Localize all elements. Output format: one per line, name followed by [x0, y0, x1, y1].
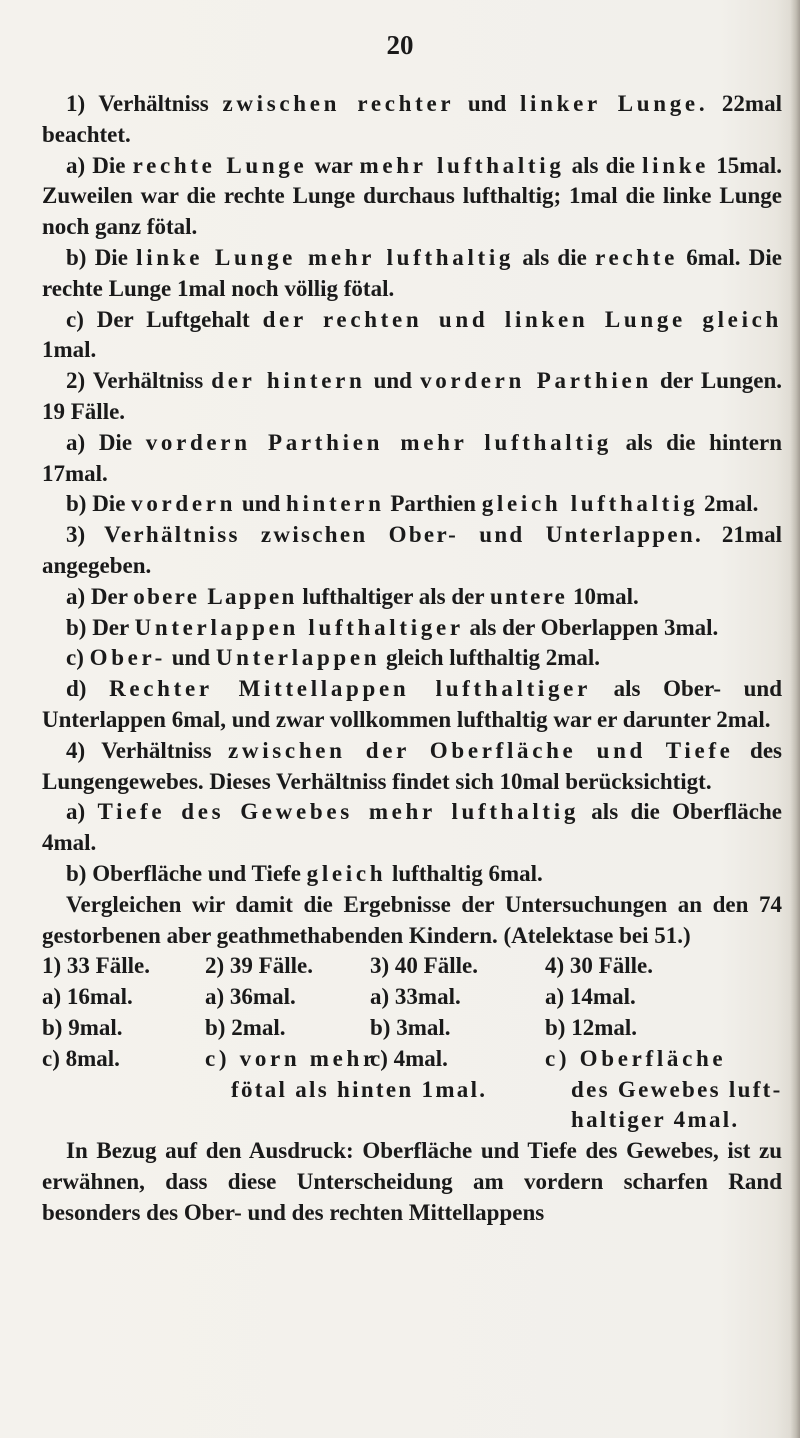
text-run: a) Die: [66, 429, 146, 455]
paragraph: [42, 859, 782, 890]
paragraph: [42, 890, 782, 952]
paragraph: [42, 489, 782, 520]
table-cell: c) vorn mehr: [205, 1045, 377, 1071]
closing-paragraph: In Bezug auf den Ausdruck: Oberfläche und Tiefe des Gewebes, ist zu erwähnen, dass diese Unterscheidung am vordern scharfen Rand besonders des Ober- und des rechten Mittellappens: [42, 1138, 782, 1225]
emphasized-text: der rechten und linken Lunge gleich: [262, 306, 782, 332]
table-column-1: [42, 951, 150, 1074]
text-run: 3): [66, 522, 105, 548]
table-cell: b) 2mal.: [205, 1014, 286, 1040]
emphasized-text: linke Lunge mehr lufthaltig: [136, 244, 515, 270]
paragraph: [42, 366, 782, 428]
text-run: war: [307, 152, 360, 178]
emphasized-text: rechte Lunge: [132, 152, 308, 178]
text-run: 15mal. Zuweilen war die rechte Lunge durchaus lufthaltig; 1mal die linke Lunge noch ganz fötal.: [42, 152, 782, 240]
text-run: lufthaltiger als der: [296, 583, 490, 609]
emphasized-text: zwischen der Oberfläche und Tiefe: [228, 737, 734, 763]
emphasized-text: obere Lappen: [133, 583, 297, 609]
emphasized-text: gleich: [306, 860, 387, 886]
text-run: und: [236, 491, 287, 517]
text-run: 10mal.: [567, 583, 639, 609]
page-edge-shadow: [790, 0, 800, 1438]
text-run: 21mal angegeben.: [42, 522, 782, 578]
emphasized-text: zwischen rechter: [222, 91, 455, 116]
text-run: a) Der: [66, 583, 134, 609]
table-cell: b) 9mal.: [42, 1014, 123, 1040]
text-run: als Ober- und Unterlappen 6mal, und zwar vollkommen lufthaltig war er darunter 2mal.: [42, 676, 783, 732]
text-run: als der Oberlappen 3mal.: [463, 614, 719, 640]
table-cell: 3) 40 Fälle.: [370, 953, 478, 979]
text-run: 2) Verhältniss: [66, 368, 212, 394]
table-cell: b) 12mal.: [545, 1014, 637, 1040]
paragraph: [42, 89, 782, 151]
table-cell: a) 33mal.: [370, 984, 461, 1010]
table-cell: 2) 39 Fälle.: [205, 953, 313, 979]
paragraph: [42, 613, 782, 644]
text-run: als die hintern 17mal.: [42, 429, 783, 486]
text-run: als die: [564, 152, 643, 178]
paragraph: [42, 643, 782, 674]
table-column-3: [370, 951, 478, 1074]
text-run: Vergleichen wir damit die Ergebnisse der Untersuchungen an den 74 gestorbenen aber geathmethabenden Kindern. (Atelektase bei 51.): [42, 891, 782, 948]
text-run: und: [454, 91, 520, 116]
text-run: Parthien: [384, 491, 482, 517]
emphasized-text: vordern Parthien mehr lufthaltig: [145, 429, 612, 455]
text-run: und: [365, 368, 421, 394]
emphasized-text: Rechter Mittellappen lufthaltiger: [109, 676, 591, 702]
table-cell: a) 14mal.: [545, 984, 636, 1010]
table-cell: a) 16mal.: [42, 984, 133, 1010]
page-number: 20: [386, 30, 414, 60]
text-run: b) Die: [66, 491, 132, 517]
text-run: gleich lufthaltig 2mal.: [380, 645, 601, 671]
emphasized-text: linker Lunge.: [519, 91, 709, 116]
text-run: des Lungengewebes. Dieses Verhältniss findet sich 10mal berücksichtigt.: [42, 737, 782, 794]
text-run: 6mal. Die rechte Lunge 1mal noch völlig fötal.: [42, 244, 782, 301]
body-text: [42, 89, 782, 1229]
table-cell: c) 8mal.: [42, 1045, 120, 1071]
text-run: und: [165, 645, 216, 671]
emphasized-text: Ober-: [89, 645, 166, 671]
text-run: lufthaltig 6mal.: [386, 860, 543, 886]
emphasized-text: hintern: [286, 491, 385, 517]
paragraph: [42, 582, 782, 613]
paragraph: [42, 797, 782, 859]
table-cell: c) 4mal.: [370, 1045, 448, 1071]
table-cell: fötal als hinten 1mal.: [231, 1076, 488, 1102]
text-run: der Lungen. 19 Fälle.: [42, 368, 782, 424]
table-column-4: [545, 951, 783, 1136]
table-cell: c) Oberfläche: [545, 1045, 727, 1071]
paragraph: [42, 736, 782, 798]
emphasized-text: der hintern: [211, 368, 366, 394]
text-run: c) Der Luftgehalt: [66, 306, 263, 332]
text-run: b) Der: [66, 614, 135, 640]
emphasized-text: mehr lufthaltig: [359, 152, 565, 178]
table-cell: a) 36mal.: [205, 984, 296, 1010]
emphasized-text: gleich lufthaltig: [481, 491, 699, 517]
emphasized-text: Verhältniss zwischen Ober- und Unterlappen.: [104, 522, 704, 548]
table-cell: haltiger 4mal.: [571, 1107, 740, 1133]
table-cell: b) 3mal.: [370, 1014, 451, 1040]
emphasized-text: vordern Parthien: [420, 368, 652, 394]
text-run: c): [66, 645, 90, 671]
paragraph: [42, 243, 782, 305]
text-run: als die Oberfläche 4mal.: [42, 799, 782, 856]
text-run: 1mal.: [42, 337, 97, 363]
emphasized-text: linke: [642, 152, 710, 178]
text-run: b) Oberfläche und Tiefe: [66, 860, 307, 886]
emphasized-text: rechte: [595, 244, 679, 270]
emphasized-text: vordern: [131, 491, 237, 517]
text-run: 2mal.: [698, 491, 759, 517]
table-cell: 1) 33 Fälle.: [42, 953, 150, 979]
text-run: 22mal beachtet.: [42, 91, 782, 147]
text-run: 1) Verhältniss: [66, 91, 223, 116]
emphasized-text: untere: [489, 583, 568, 609]
emphasized-text: Tiefe des Gewebes mehr lufthaltig: [97, 799, 579, 825]
paragraph: [42, 151, 782, 243]
paragraph: [42, 674, 782, 736]
text-run: a): [66, 799, 98, 825]
paragraph: [42, 520, 782, 582]
text-run: als die: [514, 244, 596, 270]
text-run: a) Die: [66, 152, 133, 178]
text-run: d): [66, 676, 110, 702]
table-cell: des Gewebes luft-: [571, 1076, 783, 1102]
text-run: b) Die: [66, 244, 137, 270]
paragraph: [42, 428, 782, 490]
results-table: [42, 951, 782, 1136]
emphasized-text: Unterlappen lufthaltiger: [134, 614, 464, 640]
emphasized-text: Unterlappen: [215, 645, 381, 671]
table-cell: 4) 30 Fälle.: [545, 953, 653, 979]
paragraph: [42, 305, 782, 367]
text-run: 4) Verhältniss: [66, 737, 229, 763]
